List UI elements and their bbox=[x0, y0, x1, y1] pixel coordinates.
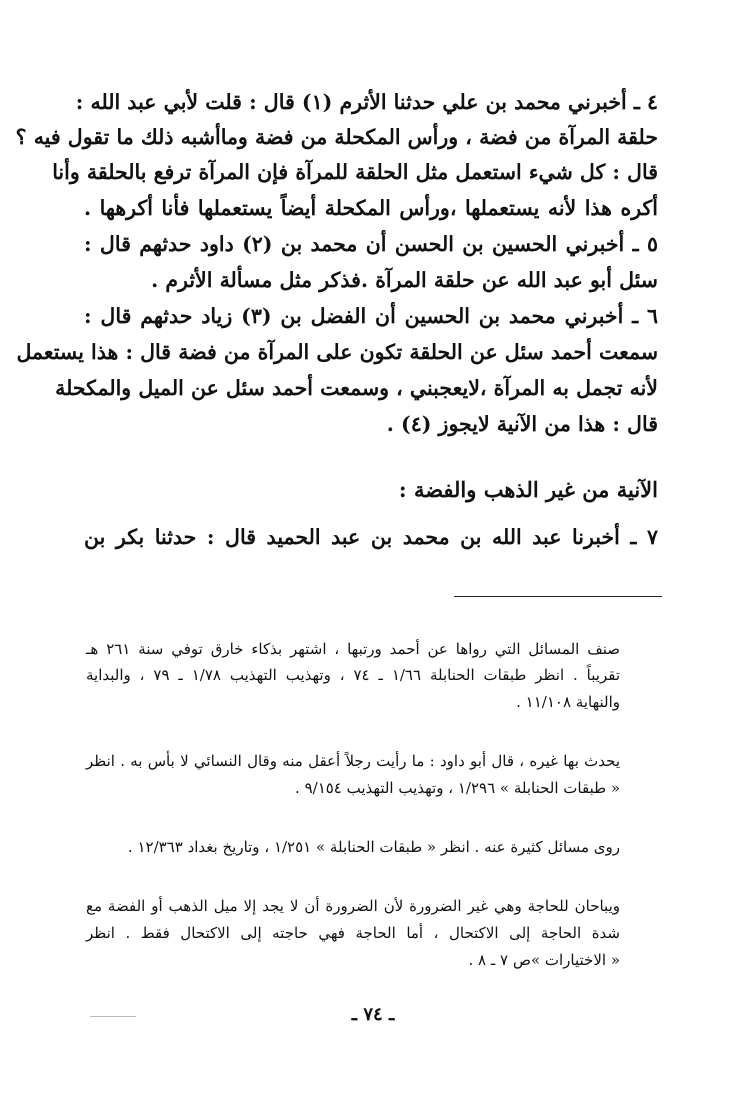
text-line: قال : هذا من الآنية لايجوز (٤) . bbox=[386, 412, 658, 436]
footnote-text: « طبقات الحنابلة » ١/٢٩٦ ، وتهذيب التهذيب ٩/١٥٤ . bbox=[295, 779, 620, 797]
page-number: ـ ٧٤ ـ bbox=[351, 1004, 395, 1025]
footnote-separator bbox=[454, 596, 662, 597]
text-line: قال : كل شيء استعمل مثل الحلقة للمرآة فإن المرآة ترفع بالحلقة وأنا bbox=[52, 160, 658, 184]
footnote-text: روى مسائل كثيرة عنه . انظر « طبقات الحنابلة » ١/٢٥١ ، وتاريخ بغداد ١٢/٣٦٣ . bbox=[127, 838, 620, 856]
text-line: ٥ ـ أخبرني الحسين بن الحسن أن محمد بن (٢) داود حدثهم قال : bbox=[84, 232, 658, 256]
text-line: ٧ ـ أخبرنا عبد الله بن محمد بن عبد الحميد قال : حدثنا بكر بن bbox=[84, 525, 658, 549]
text-line: ٤ ـ أخبرني محمد بن علي حدثنا الأثرم (١) قال : قلت لأبي عبد الله : bbox=[75, 90, 658, 114]
section-heading: الآنية من غير الذهب والفضة : bbox=[398, 477, 658, 502]
footnote-text: تقريباً . انظر طبقات الحنابلة ١/٦٦ ـ ٧٤ ، وتهذيب التهذيب ١/٧٨ ـ ٧٩ ، والبداية bbox=[86, 666, 620, 684]
scan-mark bbox=[90, 1016, 136, 1017]
footnote-text: شدة الحاجة إلى الاكتحال ، أما الحاجة فهي حاجته إلى الاكتحال فقط . انظر bbox=[86, 924, 620, 942]
footnote-text: يحدث بها غيره ، قال أبو داود : ما رأيت رجلاً أعقل منه وقال النسائي لا بأس به . انظر bbox=[86, 752, 620, 770]
footnote-text: صنف المسائل التي رواها عن أحمد ورتبها ، اشتهر بذكاء خارق توفي سنة ٢٦١ هـ bbox=[86, 640, 620, 658]
footnote-text: ويباحان للحاجة وهي غير الضرورة لأن الضرورة أن لا يجد إلا ميل الذهب أو الفضة مع bbox=[86, 897, 620, 915]
text-line: حلقة المرآة من فضة ، ورأس المكحلة من فضة وماأشبه ذلك ما تقول فيه ؟ bbox=[15, 125, 658, 149]
text-line: أكره هذا لأنه يستعملها ،ورأس المكحلة أيضاً يستعملها فأنا أكرهها . bbox=[84, 196, 658, 220]
text-line: لأنه تجمل به المرآة ،لايعجبني ، وسمعت أحمد سئل عن الميل والمكحلة bbox=[55, 376, 658, 400]
footnote-text: والنهاية ١١/١٠٨ . bbox=[516, 693, 620, 711]
footnote-text: « الاختيارات »ص ٧ ـ ٨ . bbox=[468, 951, 620, 969]
text-line: ٦ ـ أخبرني محمد بن الحسين أن الفضل بن (٣) زياد حدثهم قال : bbox=[84, 304, 658, 328]
text-line: سئل أبو عبد الله عن حلقة المرآة .فذكر مثل مسألة الأثرم . bbox=[151, 268, 658, 292]
text-line: سمعت أحمد سئل عن الحلقة تكون على المرآة من فضة قال : هذا يستعمل bbox=[16, 340, 658, 364]
